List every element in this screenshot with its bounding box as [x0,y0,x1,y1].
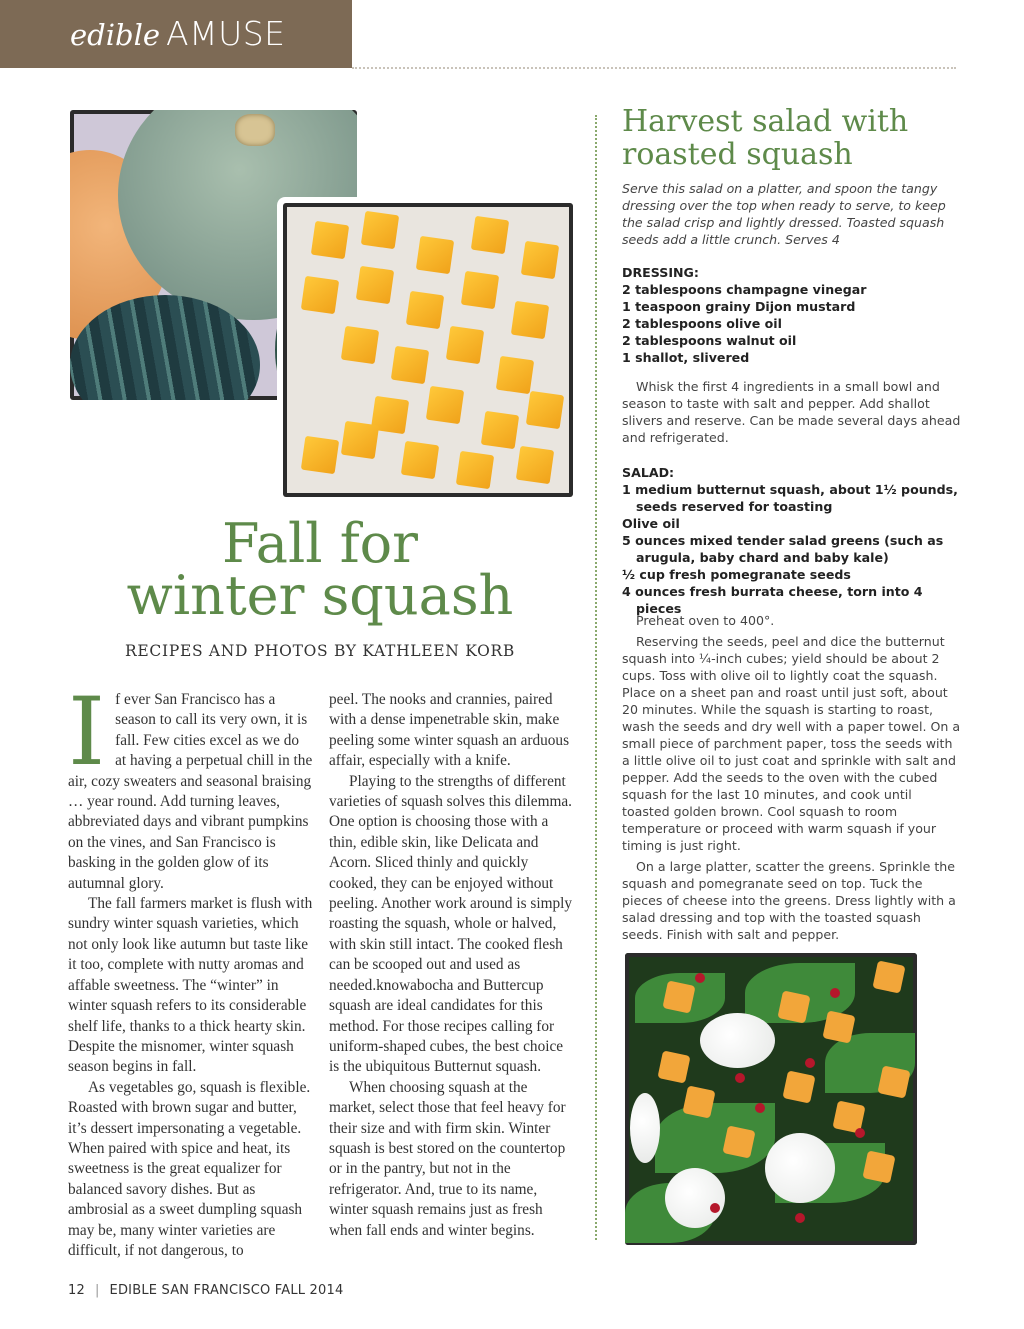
method-paragraph: Preheat oven to 400°. [636,613,775,628]
article-paragraph [68,678,313,894]
headline-line-2: winter squash [126,564,514,627]
dressing-ingredient-list [622,281,967,366]
squash-stem [235,114,275,146]
section-header [70,14,286,55]
article-paragraph: peel. The nooks and crannies, paired with a dense impenetrable skin, make peeling some winter squash an arduous affair, especially with a knife. [329,691,570,770]
method-paragraph: Reserving the seeds, peel and dice the butternut squash into ¼-inch cubes; yield should be about 2 cups. Toss with olive oil to lightly coat the squash. Place on a sheet pan and roast until just soft, about 20 minutes. While the squash is starting to roast, wash the seeds and dry well with a paper towel. On a small piece of parchment paper, toss the seeds with a little olive oil to just coat and sprinkle with salt and pepper. Add the seeds to the oven with the cubed squash for the last 10 minutes, and cook until toasted golden brown. Cool squash to room temperature or proceed with warm squash if your timing is just right. [622,634,961,853]
article-column-1 [68,678,313,1261]
ingredient-item: Olive oil [622,516,680,531]
salad-ingredient-list [622,481,967,617]
ingredient-item: 1 shallot, slivered [622,350,750,365]
ingredient-item: 1 teaspoon grainy Dijon mustard [622,299,856,314]
ingredient-item: 2 tablespoons walnut oil [622,333,797,348]
dressing-method [622,378,962,450]
paragraph-text: f ever San Francisco has a season to call its very own, it is fall. Few cities excel as we do at having a perpetual chill in the air, cozy sweaters and seasonal braising … year round. Add turning leaves, abbreviated days and vibrant pumpkins on the vines, and San Francisco is basking in the golden glow of its autumnal glory. [68,691,313,892]
method-paragraph: Whisk the first 4 ingredients in a small bowl and season to taste with salt and pepper. Add shallot slivers and reserve. Can be made several days ahead and refrigerated. [622,379,961,445]
header-dotted-rule [352,67,956,69]
column-divider [595,115,597,1240]
salad-method [622,612,962,947]
page-footer [68,1283,343,1298]
ingredient-item: 1 medium butternut squash, about 1½ pounds, seeds reserved for toasting [622,482,958,514]
ingredient-item: ½ cup fresh pomegranate seeds [622,567,851,582]
ingredient-item: 5 ounces mixed tender salad greens (such as arugula, baby chard and baby kale) [622,533,944,565]
dressing-heading: DRESSING: [622,265,699,280]
article-paragraph: The fall farmers market is flush with sundry winter squash varieties, which not only look like autumn but taste like it too, complete with nutty aromas and affable sweetness. The “winter” in winter squash refers to its considerable shelf life, thanks to a thick hearty skin. Despite the misnomer, winter squash season begins in fall. [68,895,313,1076]
ingredient-item: 2 tablespoons champagne vinegar [622,282,867,297]
roasted-squash-cubes-photo [283,203,573,497]
article-paragraph: When choosing squash at the market, select those that feel heavy for their size and with firm skin. Winter squash is best stored on the countertop or in the pantry, but not in the refrigerator. And, true to its name, winter squash remains just as fresh when fall ends and winter begins. [329,1078,566,1239]
byline: RECIPES AND PHOTOS BY KATHLEEN KORB [125,642,515,660]
recipe-title: Harvest salad with roasted squash [622,104,909,172]
ingredient-item: 2 tablespoons olive oil [622,316,782,331]
brand-name: edible [70,18,161,52]
page-number: 12 [68,1283,85,1298]
method-paragraph: On a large platter, scatter the greens. Sprinkle the squash and pomegranate seed on top. Tuck the pieces of cheese into the greens. Dress lightly with a salad dressing and top with the toasted squash seeds. Finish with salt and pepper. [622,859,956,942]
drop-cap: I [68,678,106,787]
section-name: AMUSE [166,14,286,53]
publication-name: EDIBLE SAN FRANCISCO FALL 2014 [109,1283,344,1298]
footer-separator: | [94,1283,100,1298]
recipe-intro: Serve this salad on a platter, and spoon the tangy dressing over the top when ready to serve, to keep the salad crisp and lightly dressed. Toasted squash seeds add a little crunch. Serves 4 [622,181,946,247]
article-column-2 [329,690,574,1241]
ingredient-item: 4 ounces fresh burrata cheese, torn into 4 pieces [622,584,923,616]
harvest-salad-photo [625,953,917,1245]
article-paragraph: Playing to the strengths of different varieties of squash solves this dilemma. One option is choosing those with a thin, edible skin, like Delicata and Acorn. Sliced thinly and quickly cooked, they can be enjoyed without peeling. Another work around is simply roasting the squash, whole or halved, with skin still intact. The cooked flesh can be scooped out and used as needed.knowabocha and Buttercup squash are ideal candidates for this method. For those recipes calling for uniform-shaped cubes, the best choice is the ubiquitous Butternut squash. [329,772,573,1076]
article-paragraph: As vegetables go, squash is flexible. Roasted with brown sugar and butter, it’s dessert impersonating a vegetable. When paired with spice and heat, its sweetness is the great equalizer for balanced savory dishes. But as ambrosial as a sweet dumpling squash may be, many winter varieties are difficult, if not dangerous, to [68,1078,311,1259]
headline-line-1: Fall for [221,512,418,575]
salad-heading: SALAD: [622,465,675,480]
article-headline [70,512,570,627]
